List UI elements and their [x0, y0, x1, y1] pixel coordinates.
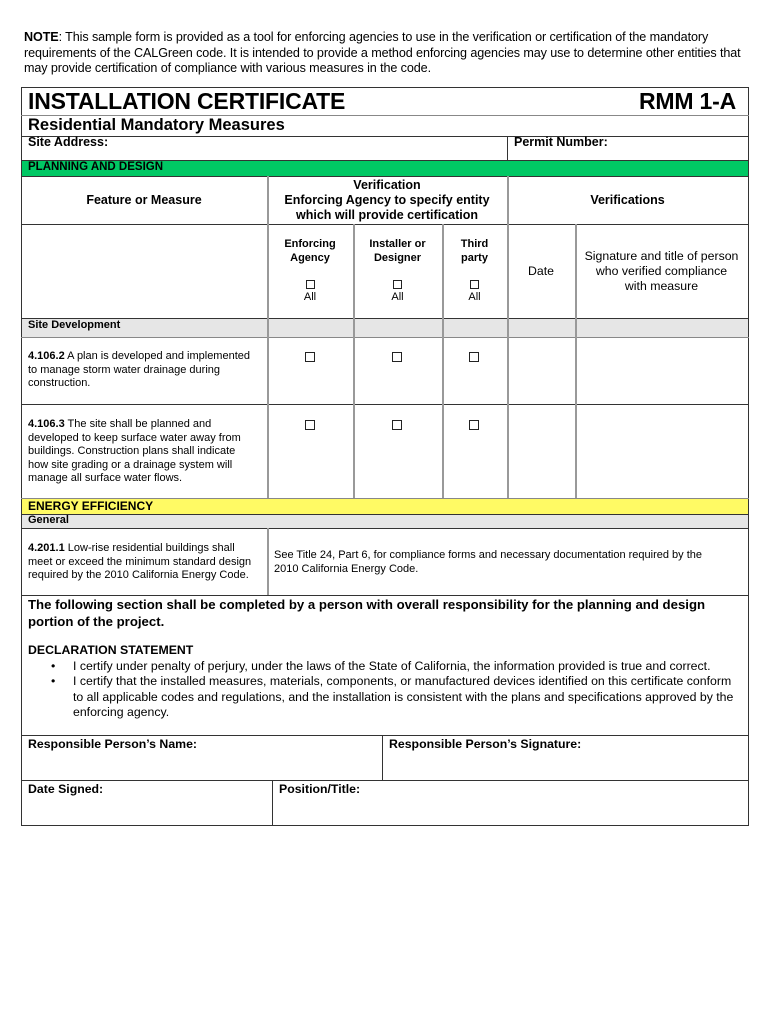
- section-energy-efficiency: ENERGY EFFICIENCY: [28, 499, 154, 513]
- divider: [353, 224, 355, 498]
- date-signed-field[interactable]: [22, 797, 271, 825]
- divider: [21, 224, 749, 225]
- all-label: All: [468, 291, 481, 303]
- measure-text: required by the 2010 California Energy Code.: [28, 569, 249, 582]
- signature-field-4-106-3[interactable]: [577, 405, 747, 497]
- subheader-signature: [575, 249, 748, 294]
- date-signed-label: Date Signed:: [28, 782, 104, 796]
- measure-text: Low-rise residential buildings shall: [64, 542, 235, 554]
- header-verification: [267, 178, 507, 223]
- measure-text: A plan is developed and implemented: [64, 350, 251, 362]
- subheader-line: Third: [460, 238, 489, 250]
- measure-text: how site grading or a drainage system will: [28, 458, 233, 471]
- divider: [21, 595, 749, 596]
- measure-4-106-2: [28, 350, 264, 391]
- form-title: INSTALLATION CERTIFICATE: [28, 88, 346, 114]
- subheader-installer-designer: [353, 237, 442, 265]
- subheader-line: party: [461, 252, 488, 264]
- divider: [267, 176, 269, 498]
- measure-text: construction.: [28, 377, 91, 390]
- header-verification-line: which will provide certification: [296, 208, 478, 222]
- header-verification-line: Enforcing Agency to specify entity: [284, 193, 490, 207]
- subheader-date: Date: [528, 264, 554, 278]
- note-paragraph: [24, 30, 749, 77]
- reference-text: 2010 California Energy Code.: [274, 562, 419, 575]
- responsible-name-label: Responsible Person’s Name:: [28, 737, 198, 751]
- measure-4-106-3: [28, 418, 264, 486]
- divider: [21, 514, 749, 515]
- subheader-line: Designer: [373, 252, 422, 264]
- reference-text: See Title 24, Part 6, for compliance forms and necessary documentation required by the: [274, 549, 703, 561]
- checkbox-4-106-2-installer-designer[interactable]: [392, 352, 402, 362]
- energy-reference-note: [274, 549, 744, 576]
- divider: [21, 528, 749, 529]
- measure-text: meet or exceed the minimum standard design: [28, 555, 252, 568]
- measure-text: to manage storm water drainage during: [28, 363, 220, 376]
- all-label: All: [391, 291, 404, 303]
- measure-text: manage all surface water flows.: [28, 472, 183, 485]
- subheader-line: Signature and title of person: [584, 249, 739, 263]
- header-verification-line: Verification: [353, 178, 421, 192]
- subheader-enforcing-agency: [267, 237, 353, 265]
- permit-number-label: Permit Number:: [514, 135, 608, 149]
- subsection-site-development: Site Development: [28, 319, 121, 331]
- declaration-heading: DECLARATION STATEMENT: [28, 643, 194, 657]
- declaration-bullet: • I certify under penalty of perjury, under the laws of the State of California, the information provided is true and correct.: [21, 659, 741, 674]
- checkbox-4-106-2-enforcing-agency[interactable]: [305, 352, 315, 362]
- divider: [442, 224, 444, 498]
- measure-code: 4.201.1: [28, 542, 65, 554]
- note-text: : This sample form is provided as a tool for enforcing agencies to use in the verification or certification of the mandatory requirements of the CALGreen code. It is intended to provide a method enforcing agencies may use to determine other entities that may provide certification of compliance with various measures in the code.: [24, 30, 741, 75]
- divider: [21, 176, 749, 177]
- note-label: NOTE: [24, 30, 59, 44]
- checkbox-4-106-2-third-party[interactable]: [469, 352, 479, 362]
- position-title-label: Position/Title:: [279, 782, 361, 796]
- section-planning-design: PLANNING AND DESIGN: [28, 161, 164, 173]
- subheader-line: Agency: [290, 252, 330, 264]
- subheader-line: who verified compliance: [595, 264, 728, 278]
- measure-4-201-1: [28, 542, 264, 583]
- form-subtitle: Residential Mandatory Measures: [28, 116, 285, 134]
- divider: [21, 318, 749, 319]
- measure-code: 4.106.2: [28, 350, 65, 362]
- responsible-signature-label: Responsible Person’s Signature:: [389, 737, 582, 751]
- measure-code: 4.106.3: [28, 418, 65, 430]
- responsible-signature-field[interactable]: [383, 752, 747, 779]
- measure-text: buildings. Construction plans shall indicate: [28, 445, 236, 458]
- checkbox-4-106-3-third-party[interactable]: [469, 420, 479, 430]
- subheader-line: Installer or: [369, 238, 426, 250]
- date-field-4-106-2[interactable]: [509, 338, 574, 403]
- checkbox-4-106-3-installer-designer[interactable]: [392, 420, 402, 430]
- date-field-4-106-3[interactable]: [509, 405, 574, 497]
- checkbox-all-installer-designer[interactable]: [393, 280, 402, 289]
- permit-number-field[interactable]: [508, 137, 748, 159]
- form-code: RMM 1-A: [639, 88, 736, 114]
- checkbox-all-enforcing-agency[interactable]: [306, 280, 315, 289]
- position-title-field[interactable]: [273, 797, 747, 825]
- responsible-name-field[interactable]: [22, 752, 381, 779]
- subheader-third-party: [442, 237, 507, 265]
- declaration-bullets: [21, 659, 741, 720]
- declaration-intro: The following section shall be completed by a person with overall responsibility for the planning and design portion of the project.: [28, 597, 706, 629]
- subheader-line: with measure: [624, 279, 699, 293]
- measure-text: The site shall be planned and: [64, 418, 212, 430]
- measure-text: developed to keep surface water away from: [28, 431, 241, 444]
- subsection-general: General: [28, 514, 69, 526]
- divider: [21, 780, 749, 781]
- declaration-bullet: • I certify that the installed measures, materials, components, or manufactured devices identified on this certificate conform to all applicable codes and regulations, and the installation is consistent with the plans and specifications approved by the enforcing agency.: [21, 674, 741, 720]
- divider: [21, 735, 749, 736]
- checkbox-4-106-3-enforcing-agency[interactable]: [305, 420, 315, 430]
- signature-field-4-106-2[interactable]: [577, 338, 747, 403]
- divider: [267, 528, 269, 595]
- subheader-line: Enforcing: [284, 238, 336, 250]
- site-address-field[interactable]: [22, 137, 506, 159]
- header-feature-or-measure: Feature or Measure: [86, 193, 202, 207]
- site-address-label: Site Address:: [28, 135, 109, 149]
- all-label: All: [303, 291, 317, 303]
- checkbox-all-third-party[interactable]: [470, 280, 479, 289]
- header-verifications: Verifications: [590, 193, 665, 207]
